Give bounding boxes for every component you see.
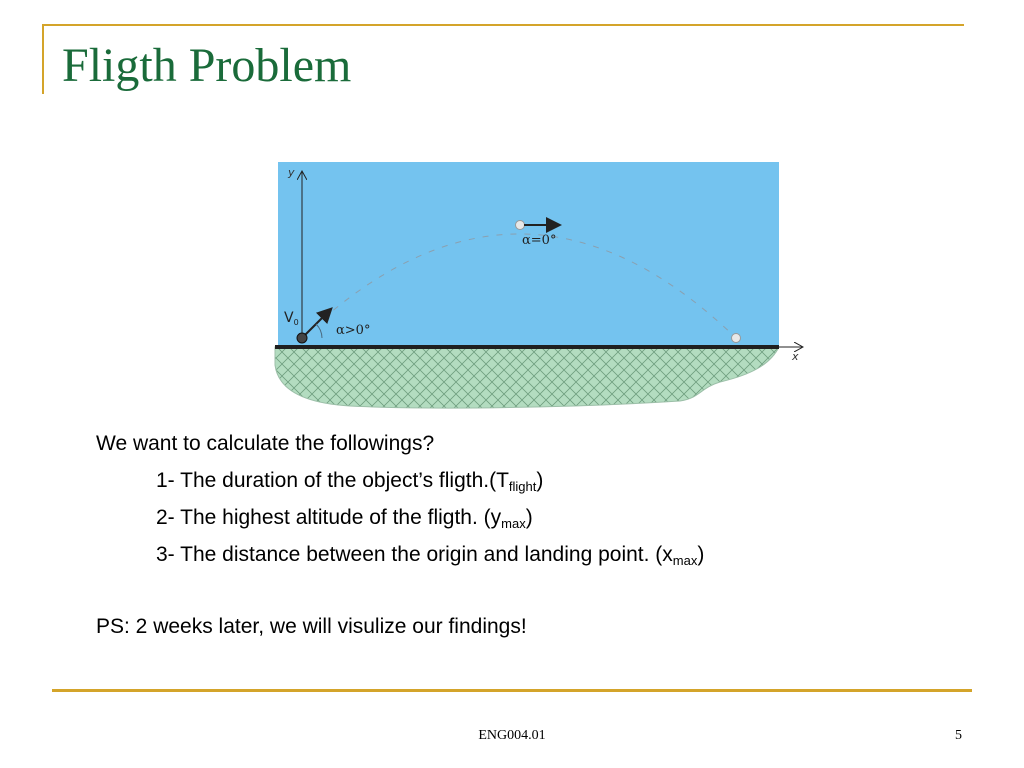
question-item-3: 3- The distance between the origin and landing point. $(x_{max})$	[156, 543, 705, 568]
page-number: 5	[955, 728, 962, 743]
bottom-rule	[52, 689, 972, 692]
x-axis-label: x	[792, 350, 799, 363]
projectile-diagram	[270, 160, 810, 410]
top-rule	[42, 24, 964, 26]
v0-label: $V_0$	[284, 310, 299, 327]
launch-point	[297, 333, 307, 343]
sky-background	[278, 162, 779, 347]
footer-course: ENG004.01	[478, 728, 546, 743]
launch-angle-label: α>0°	[336, 323, 371, 338]
apex-point	[516, 221, 525, 230]
body-text	[96, 425, 704, 645]
intro-text: We want to calculate the followings?	[96, 432, 435, 455]
ps-note: PS: 2 weeks later, we will visulize our findings!	[96, 615, 527, 638]
question-item-1: 1- The duration of the object’s $fligth.(T_{flight})$	[156, 469, 544, 494]
apex-angle-label: α=0°	[522, 233, 557, 248]
y-axis-label: y	[288, 166, 295, 179]
side-rule	[42, 24, 44, 94]
landing-point	[732, 334, 741, 343]
question-item-2: 2- The highest altitude of the fligth. $(y_{max})$	[156, 506, 533, 531]
slide-title: Fligth Problem	[62, 39, 352, 92]
